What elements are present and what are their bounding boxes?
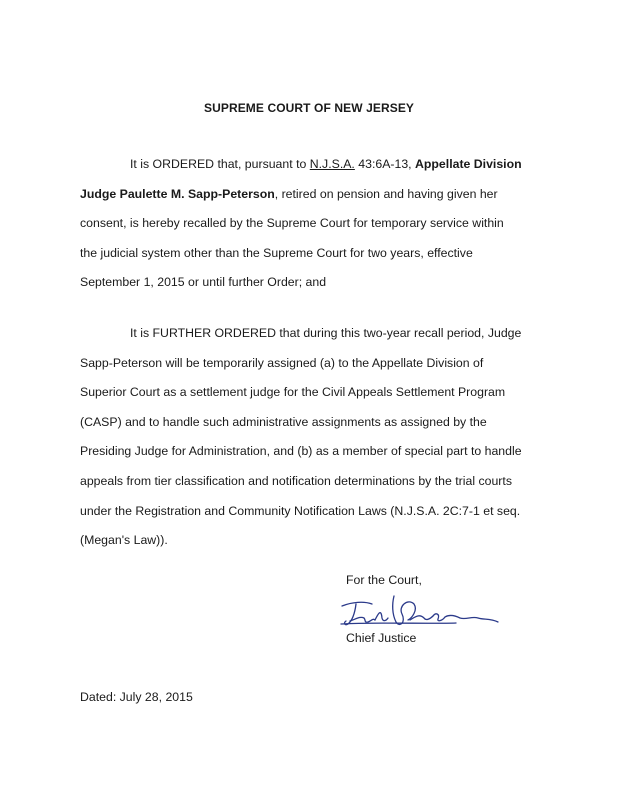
paragraph-line: Superior Court as a settlement judge for the Civil Appeals Settlement Program [80, 385, 506, 400]
text-run: It is ORDERED that, pursuant to [130, 157, 310, 171]
closing-line: For the Court, [346, 573, 422, 587]
statute-reference: N.J.S.A. [309, 157, 355, 171]
paragraph-line: It is FURTHER ORDERED that during this two-year recall period, Judge [130, 326, 522, 340]
paragraph-line [80, 150, 560, 180]
paragraph-line: under the Registration and Community Notification Laws (N.J.S.A. 2C:7-1 et seq. [80, 503, 521, 518]
paragraph-line [80, 180, 560, 210]
paragraph-line: Presiding Judge for Administration, and (b) as a member of special part to handle [80, 444, 522, 459]
text-run: 43:6A-13, [354, 157, 416, 171]
bold-text-run: Appellate Division [415, 157, 522, 171]
judge-name: Judge Paulette M. Sapp-Peterson [80, 186, 275, 201]
order-paragraph-2 [80, 319, 560, 556]
chief-justice-signature [338, 588, 508, 632]
paragraph-line: Sapp-Peterson will be temporarily assigned (a) to the Appellate Division of [80, 355, 484, 370]
court-title: SUPREME COURT OF NEW JERSEY [203, 101, 415, 115]
paragraph-line: (CASP) and to handle such administrative assignments as assigned by the [80, 414, 487, 429]
signature-title: Chief Justice [346, 631, 417, 645]
paragraph-line: appeals from tier classification and notification determinations by the trial courts [80, 473, 512, 488]
paragraph-line: September 1, 2015 or until further Order; and [80, 275, 327, 290]
text-run: , retired on pension and having given her [274, 186, 498, 201]
dated-line: Dated: July 28, 2015 [80, 690, 193, 704]
paragraph-line: consent, is hereby recalled by the Supreme Court for temporary service within [80, 216, 504, 231]
order-paragraph-1 [80, 150, 560, 298]
paragraph-line: the judicial system other than the Supreme Court for two years, effective [80, 245, 473, 260]
paragraph-line: (Megan's Law)). [80, 533, 168, 548]
